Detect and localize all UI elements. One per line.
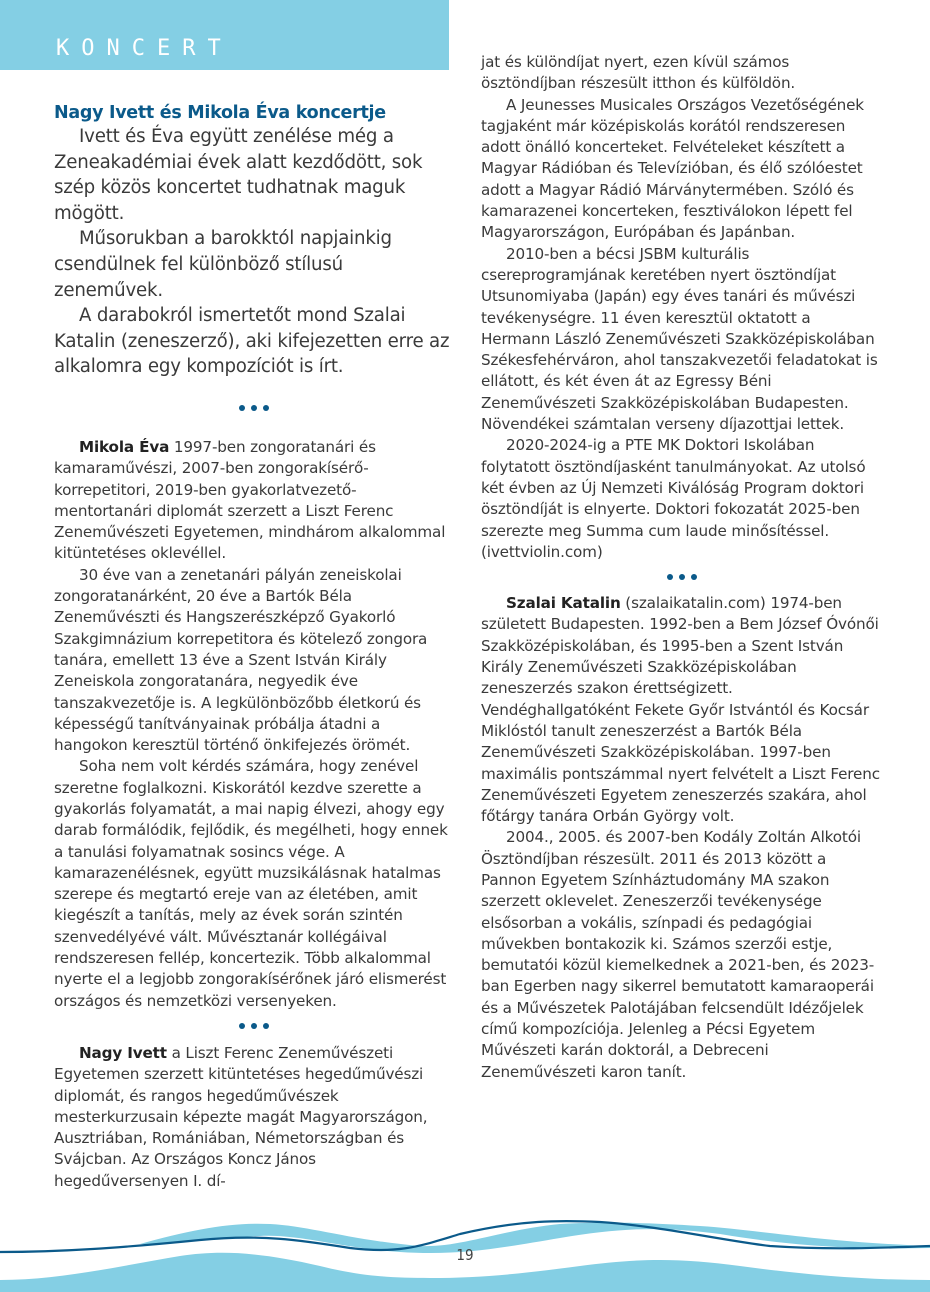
bio-paragraph: 2020-2024-ig a PTE MK Doktori Iskolában folytatott ösztöndíjasként tanulmányokat. Az utolsó két évben az Új Nemzeti Kiválóság Program doktori ösztöndíját is elnyerte. Doktori fokozatát 2025-ben szerezte meg Summa cum laude minősítéssel. (ivettviolin.com) [481, 436, 866, 561]
left-column [54, 102, 454, 1192]
bio-paragraph: Nagy Ivett a Liszt Ferenc Zeneművészeti Egyetemen szerzett kitüntetéses hegedűművészi diplomát, és rangos hegedűművészek mesterkurzusain képezte magát Magyarországon, Ausztriában, Romániában, Németországban és Svájcban. Az Országos Koncz János hegedűversenyen I. dí- [54, 1043, 428, 1190]
bio-paragraph: 2010-ben a bécsi JSBM kulturális csereprogramjának keretében nyert ösztöndíjat Utsunomiyaba (Japán) egy éves tanári és művészi tevékenységre. 11 éven keresztül oktatott a Hermann László Zeneművészeti Szakközépiskolában Székesfehérváron, ahol tanszakvezetői feladatokat is ellátott, és két éven át az Egressy Béni Zeneművészeti Szakközépiskolában Budapesten. Növendékei számtalan verseny díjazottjai lettek. [481, 244, 878, 434]
right-column [481, 52, 883, 1083]
bio-paragraph: 2004., 2005. és 2007-ben Kodály Zoltán Alkotói Ösztöndíjban részesült. 2011 és 2013 között a Pannon Egyetem Színháztudomány MA szakon szerzett oklevelet. Zeneszerzői tevékenysége elsősorban a vokális, színpadi és pedagógiai művekben bontakozik ki. Számos szerzői estje, bemutatói közül kiemelkednek a 2021-ben, és 2023-ban Egerben nagy sikerrel bemutatott kamaraoperái és a Művészetek Palotájában felcsendült Idézőjelek című kompozíciója. Jelenleg a Pécsi Egyetem Művészeti karán doktorál, a Debreceni Zeneművészeti karon tanít. [481, 828, 875, 1081]
bio-paragraph: Szalai Katalin (szalaikatalin.com) 1974-ben született Budapesten. 1992-ben a Bem József Óvónői Szakközépiskolában, és 1995-ben a Szent István Király Zeneművészeti Szakközépiskolában zeneszerzés szakon érettségizett. Vendéghallgatóként Fekete Győr Istvántól és Kocsár Miklóstól tanult zeneszerzést a Bartók Béla Zeneművészeti Szakközépiskolában. 1997-ben maximális pontszámmal nyert felvételt a Liszt Ferenc Zeneművészeti Egyetem zeneszerzés szakára, ahol főtárgy tanára Orbán György volt. [481, 594, 880, 826]
bio-paragraph: Soha nem volt kérdés számára, hogy zenével szeretne foglalkozni. Kiskorától kezdve szerette a gyakorlás folyamatát, a mai napig élvezi, ahogy egy darab formálódik, fejlődik, és megélheti, hogy ennek a tanulási folyamatnak sosincs vége. A kamarazenélésnek, együtt muzsikálásnak hatalmas szerepe és megtartó ereje van az életében, amit kiegészít a tanítás, mely az évek során szintén szenvedélyévé vált. Művésztanár kollégáival rendszeresen fellép, koncertezik. Több alkalommal nyerte el a legjobb zongorakísérőnek járó elismerést országos és nemzetközi versenyeken. [54, 757, 448, 1010]
bio-nagy-ivett-part2 [481, 52, 883, 563]
bio-szalai-katalin [481, 593, 883, 1083]
bio-nagy-ivett-part1 [54, 1043, 454, 1192]
article-title: Nagy Ivett és Mikola Éva koncertje [54, 103, 386, 123]
page-number: 19 [456, 1246, 474, 1264]
section-title: KONCERT [56, 36, 233, 61]
article-lead [54, 124, 454, 380]
section-separator [54, 1021, 454, 1031]
lead-paragraph: Ivett és Éva együtt zenélése még a Zeneakadémiai évek alatt kezdődött, sok szép közös koncertet tudhatnak maguk mögött. [54, 126, 423, 224]
bio-paragraph: A Jeunesses Musicales Országos Vezetőségének tagjaként már középiskolás korától rendszeresen adott önálló koncerteket. Felvételeket készített a Magyar Rádióban és Televízióban, és élő szólóestet adott a Magyar Rádió Márványtermében. Szóló és kamarazenei koncerteken, fesztiválokon lépett fel Magyarországon, Európában és Japánban. [481, 95, 864, 242]
bio-name: Nagy Ivett [79, 1043, 167, 1062]
bio-name: Mikola Éva [79, 437, 170, 456]
bio-mikola-eva [54, 437, 454, 1012]
lead-paragraph: Műsorukban a barokktól napjainkig csendülnek fel különböző stílusú zeneművek. [54, 228, 392, 301]
bio-paragraph: 30 éve van a zenetanári pályán zeneiskolai zongoratanárként, 20 éve a Bartók Béla Zeneművészti és Hangszerészképző Gyakorló Szakgimnázium korrepetitora és kötelező zongora tanára, emellett 13 éve a Szent István Király Zeneiskola zongoratanára, negyedik éve tanszakvezetője is. A legkülönbözőbb életkorú és képességű tanítványainak próbálja átadni a hangokon keresztül történő önkifejezés örömét. [54, 565, 428, 755]
bio-name: Szalai Katalin [506, 594, 621, 613]
lead-paragraph: A darabokról ismertetőt mond Szalai Katalin (zeneszerző), aki kifejezetten erre az alkalomra egy kompozíciót is írt. [54, 305, 450, 378]
bio-paragraph: Mikola Éva 1997-ben zongoratanári és kamaraművészi, 2007-ben zongorakísérő-korrepetitori, 2019-ben gyakorlatvezető-mentortanári diplomát szerzett a Liszt Ferenc Zeneművészeti Egyetemen, mindhárom alkalommal kitüntetéses oklevéllel. [54, 437, 446, 563]
bio-paragraph: jat és különdíjat nyert, ezen kívül számos ösztöndíjban részesült itthon és külföldön. [481, 53, 796, 93]
section-separator [54, 403, 454, 413]
section-separator [481, 572, 883, 582]
